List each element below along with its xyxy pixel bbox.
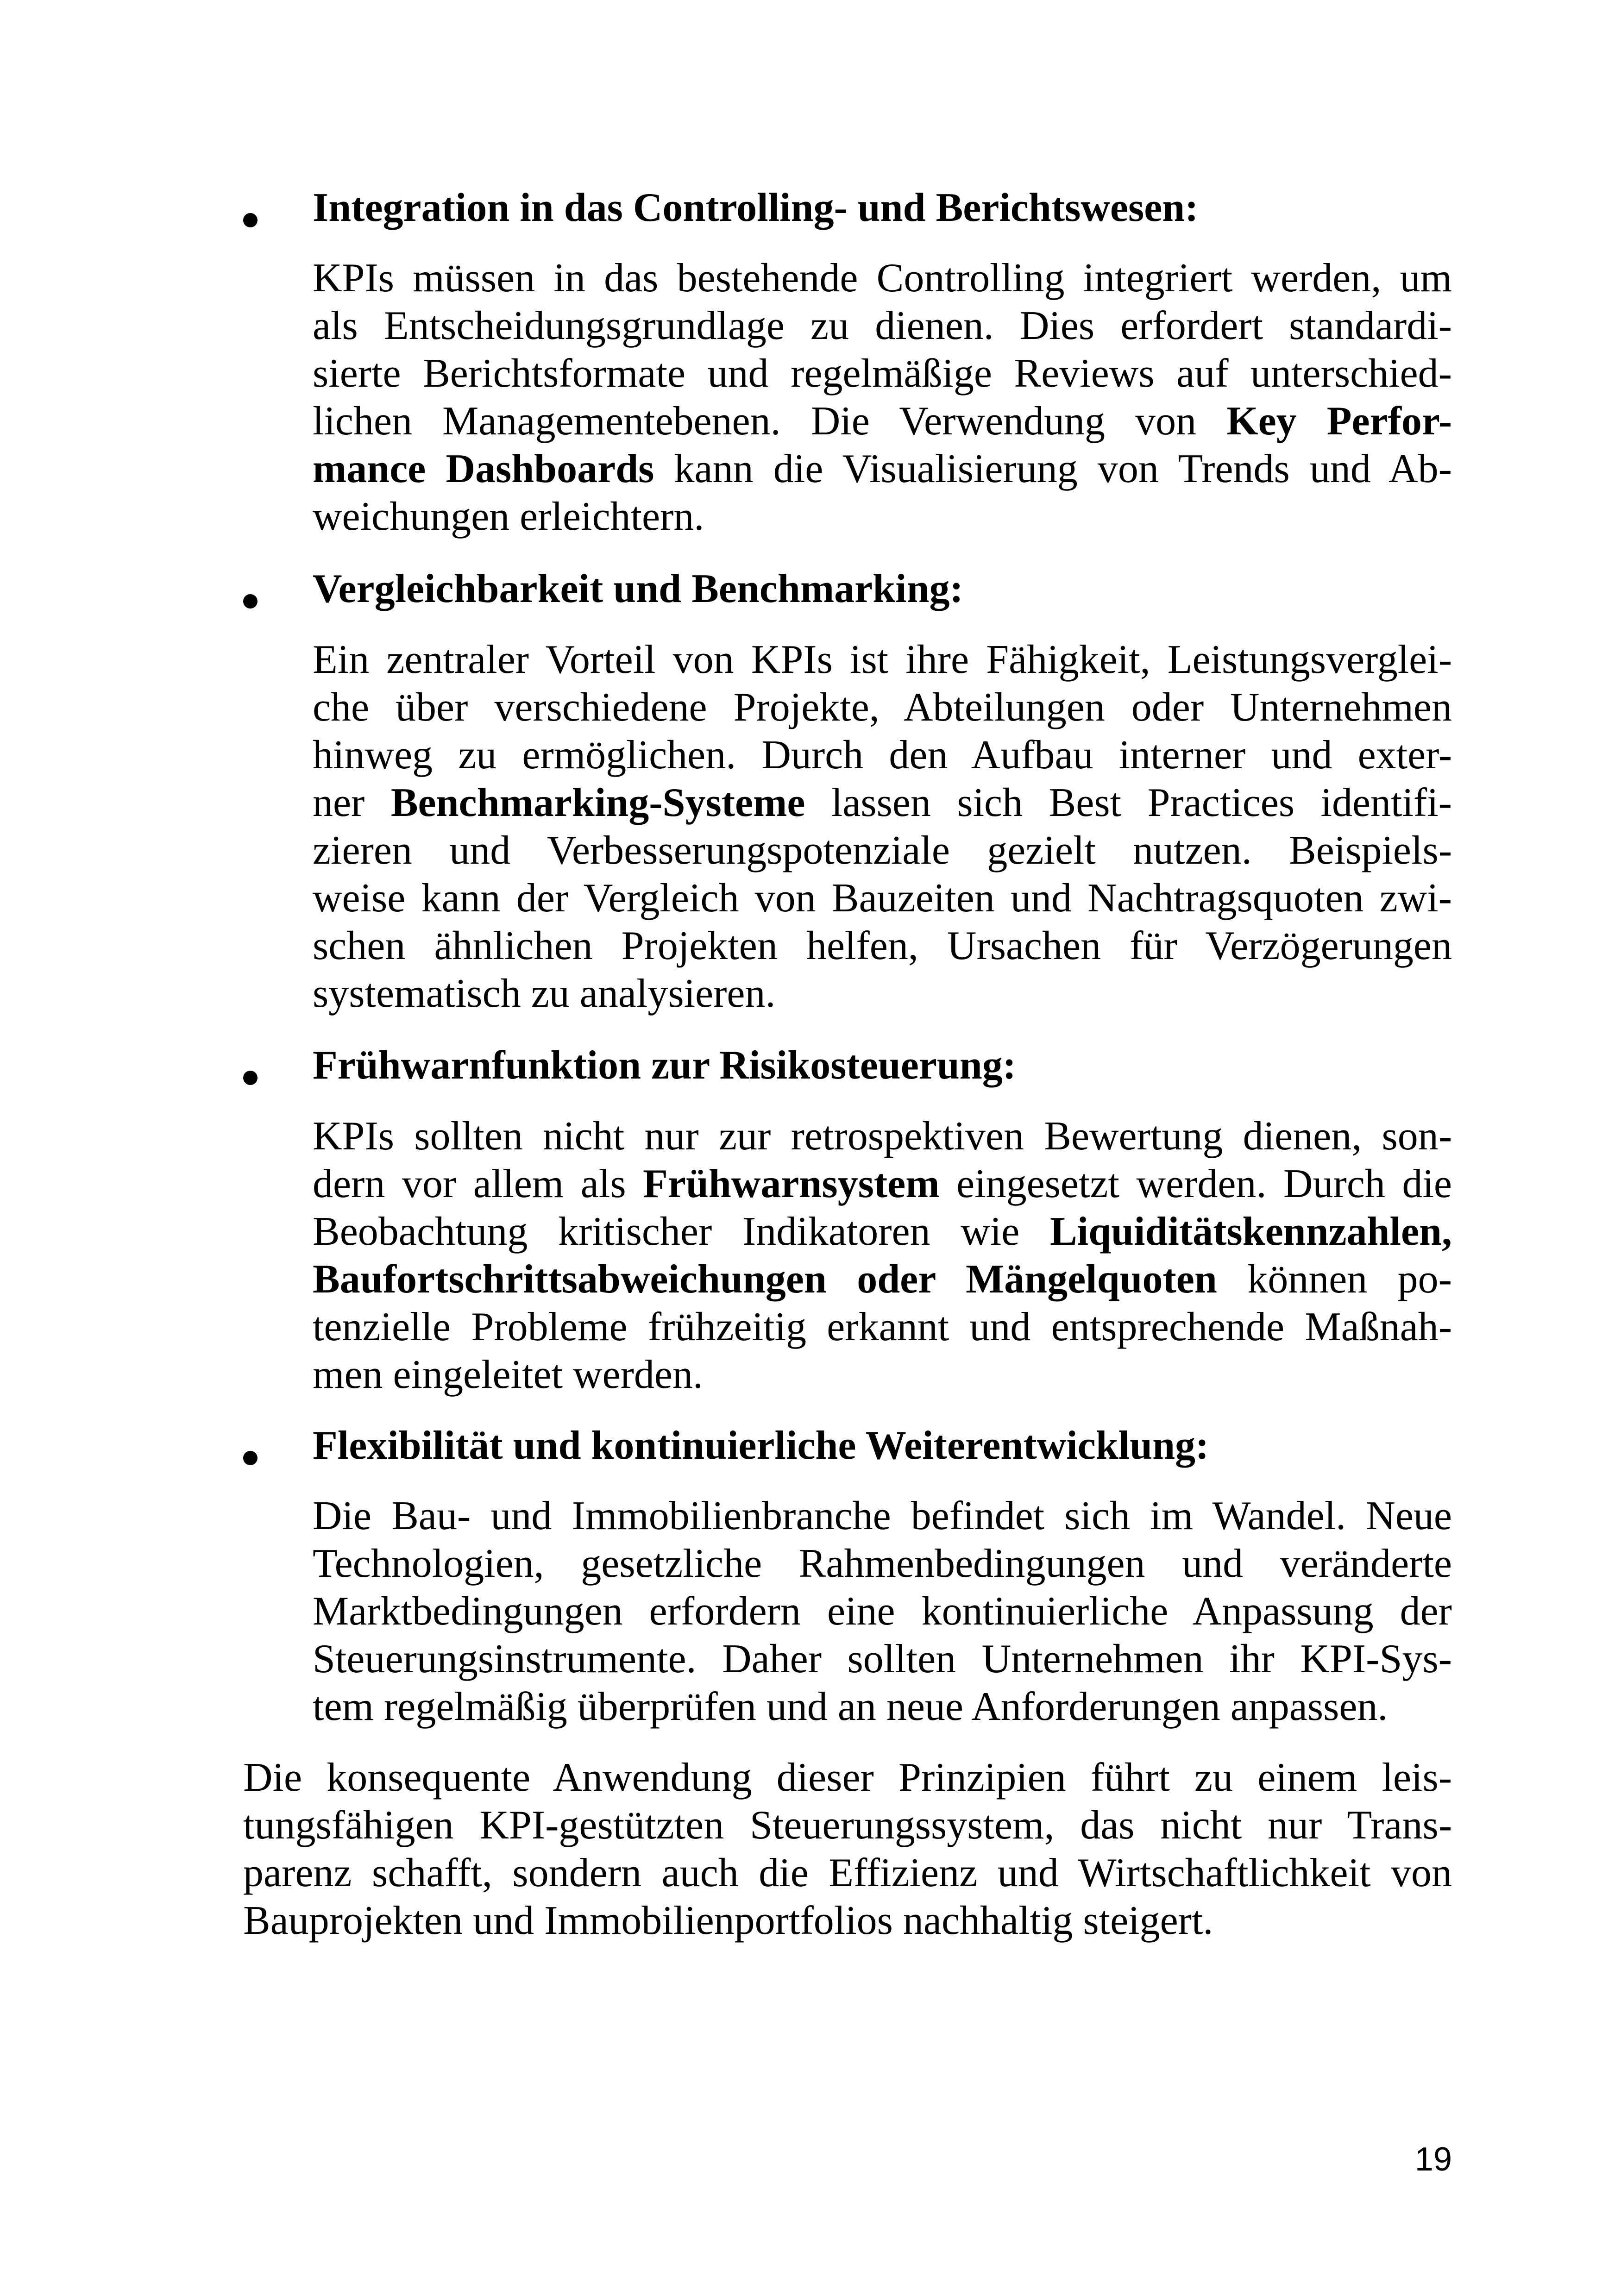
text-run: ner [313,780,391,825]
text-line [313,1208,1452,1255]
bold-term: Benchmarking-Systeme [390,780,805,825]
text-run: Die Bau- und Immobilienbranche befindet sich im Wandel. Neue [313,1493,1452,1538]
text-run: tungsfähigen KPI-gestützten Steuerungssystem, das nicht nur Trans- [243,1803,1452,1848]
text-run: tem regelmäßig überprüfen und an neue Anforderungen anpassen. [313,1684,1388,1729]
section-body [313,1492,1452,1731]
text-line [313,397,1452,445]
text-run: schen ähnlichen Projekten helfen, Ursachen für Verzögerungen [313,923,1452,968]
text-run: che über verschiedene Projekte, Abteilungen oder Unternehmen [313,685,1452,730]
text-line [313,350,1452,397]
text-line [313,684,1452,731]
text-line [313,302,1452,350]
text-line [313,445,1452,493]
text-line [313,1255,1452,1303]
bullet-icon [243,594,258,609]
bold-term: Baufortschrittsabweichungen oder Mängelquoten [313,1257,1217,1302]
text-line [313,1683,1452,1731]
section-heading: Vergleichbarkeit und Benchmarking: [313,566,963,611]
text-run: sierte Berichtsformate und regelmäßige Reviews auf unterschied- [313,351,1452,396]
bold-term: Frühwarnsystem [643,1161,940,1206]
text-run: Ein zentraler Vorteil von KPIs ist ihre Fähigkeit, Leistungsverglei- [313,637,1452,682]
text-line [313,254,1452,302]
bullet-icon [243,213,258,227]
bullet-icon [243,1451,258,1465]
section-body [313,254,1452,540]
page-number: 19 [1414,2141,1452,2178]
text-run: Die konsequente Anwendung dieser Prinzipien führt zu einem leis- [243,1755,1452,1800]
conclusion-paragraph [243,1754,1452,1945]
text-line [313,1492,1452,1540]
text-line [243,1897,1452,1945]
text-run: Bauprojekten und Immobilienportfolios nachhaltig steigert. [243,1898,1213,1943]
text-run: als Entscheidungsgrundlage zu dienen. Dies erfordert standardi- [313,303,1452,348]
text-line [313,779,1452,827]
text-line [313,922,1452,970]
text-run: tenzielle Probleme frühzeitig erkannt und entsprechende Maßnah- [313,1305,1452,1349]
text-run: weichungen erleichtern. [313,494,704,539]
section-body [313,1112,1452,1399]
text-run: eingesetzt werden. Durch die [939,1161,1452,1206]
bold-term: Key Perfor- [1226,399,1452,444]
text-run: parenz schafft, sondern auch die Effizienz und Wirtschaftlichkeit von [243,1851,1452,1895]
text-run: Steuerungsinstrumente. Daher sollten Unternehmen ihr KPI-Sys- [313,1637,1452,1681]
section-heading: Flexibilität und kontinuierliche Weiterentwicklung: [313,1423,1209,1468]
text-line [243,1849,1452,1897]
text-line [313,1540,1452,1587]
text-line [313,636,1452,684]
text-run: zieren und Verbesserungspotenziale gezielt nutzen. Beispiels- [313,828,1452,873]
bold-term: Liquiditätskennzahlen, [1049,1209,1452,1254]
text-run: können po- [1217,1257,1452,1302]
text-line [313,1351,1452,1399]
text-run: kann die Visualisierung von Trends und Ab- [654,446,1452,491]
section-heading: Frühwarnfunktion zur Risikosteuerung: [313,1043,1017,1088]
text-run: weise kann der Vergleich von Bauzeiten und Nachtragsquoten zwi- [313,876,1452,921]
text-run: lichen Managementebenen. Die Verwendung von [313,399,1227,444]
bullet-icon [243,1071,258,1085]
text-line [313,1587,1452,1635]
text-run: men eingeleitet werden. [313,1352,703,1397]
text-line [243,1801,1452,1849]
text-line [313,1112,1452,1160]
text-line [313,970,1452,1017]
bold-term: mance Dashboards [313,446,654,491]
text-line [313,1160,1452,1208]
text-run: dern vor allem als [313,1161,643,1206]
section-heading: Integration in das Controlling- und Berichtswesen: [313,185,1199,230]
text-run: Marktbedingungen erfordern eine kontinuierliche Anpassung der [313,1589,1452,1634]
text-run: systematisch zu analysieren. [313,971,776,1016]
text-line [313,1303,1452,1351]
text-run: Technologien, gesetzliche Rahmenbedingungen und veränderte [313,1541,1452,1586]
text-line [313,731,1452,779]
text-run: KPIs müssen in das bestehende Controlling integriert werden, um [313,256,1452,301]
text-run: lassen sich Best Practices identifi- [805,780,1452,825]
text-line [313,827,1452,874]
text-run: hinweg zu ermöglichen. Durch den Aufbau interner und exter- [313,733,1452,778]
text-run: KPIs sollten nicht nur zur retrospektiven Bewertung dienen, son- [313,1114,1452,1159]
text-line [313,1635,1452,1683]
text-line [313,874,1452,922]
text-line [313,493,1452,540]
text-run: Beobachtung kritischer Indikatoren wie [313,1209,1050,1254]
text-line [243,1754,1452,1801]
section-body [313,636,1452,1017]
